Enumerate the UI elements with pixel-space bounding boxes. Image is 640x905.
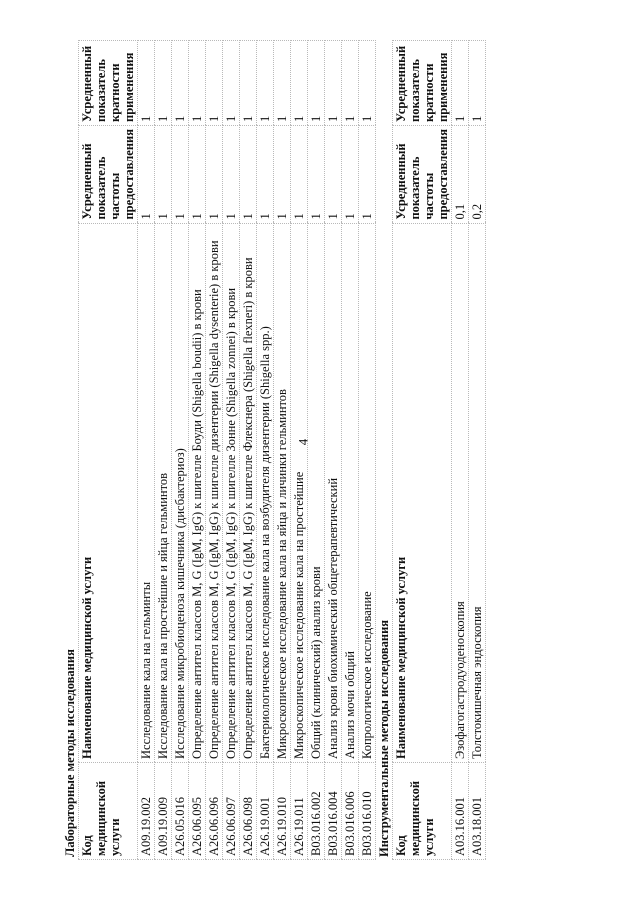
cell-code: B03.016.010 [359,763,376,860]
cell-name: Исследование микробиоценоза кишечника (дисбактериоз) [172,223,189,762]
table-header-row [79,41,138,860]
table-row [359,41,376,860]
cell-multiplicity: 1 [257,41,274,126]
cell-multiplicity: 1 [206,41,223,126]
lab-methods-table [78,40,376,860]
cell-name: Бактериологическое исследование кала на возбудителя дизентерии (Shigella spp.) [257,223,274,762]
table-row [138,41,155,860]
table-row [172,41,189,860]
cell-code: A26.06.095 [189,763,206,860]
table-row [308,41,325,860]
table-header-row [393,41,452,860]
table-row [206,41,223,860]
section-title-instrumental: Инструментальные методы исследования [377,619,391,857]
instrumental-methods-table [392,40,486,860]
cell-code: B03.016.002 [308,763,325,860]
header-code: Код медицинской услуги [393,763,452,860]
cell-multiplicity: 1 [240,41,257,126]
cell-frequency: 1 [206,126,223,224]
cell-name: Исследование кала на гельминты [138,223,155,762]
cell-multiplicity: 1 [155,41,172,126]
cell-code: A09.19.009 [155,763,172,860]
cell-name: Определение антител классов M, G (IgM, IgG) к шигелле Флекснера (Shigella flexneri) в крови [240,223,257,762]
cell-frequency: 1 [274,126,291,224]
cell-multiplicity: 1 [359,41,376,126]
cell-code: A03.16.001 [452,763,469,860]
cell-code: A26.05.016 [172,763,189,860]
cell-frequency: 0,1 [452,126,469,224]
cell-name: Определение антител классов M, G (IgM, IgG) к шигелле Боуди (Shigella boudii) в крови [189,223,206,762]
cell-code: A09.19.002 [138,763,155,860]
table-row [240,41,257,860]
cell-frequency: 1 [257,126,274,224]
cell-name: Общий (клинический) анализ крови [308,223,325,762]
cell-frequency: 0,2 [469,126,486,224]
cell-code: B03.016.004 [325,763,342,860]
table-row [342,41,359,860]
cell-name: Анализ крови биохимический общетерапевтический [325,223,342,762]
cell-frequency: 1 [291,126,308,224]
section-title-lab: Лабораторные методы исследования [63,649,77,857]
table-row [155,41,172,860]
cell-multiplicity: 1 [172,41,189,126]
cell-name: Определение антител классов M, G (IgM, IgG) к шигелле дизентерии (Shigella dysenterie) в крови [206,223,223,762]
header-code: Код медицинской услуги [79,763,138,860]
cell-name: Микроскопическое исследование кала на яйца и личинки гельминтов [274,223,291,762]
cell-multiplicity: 1 [189,41,206,126]
cell-name: Микроскопическое исследование кала на простейшие [291,223,308,762]
cell-multiplicity: 1 [342,41,359,126]
cell-frequency: 1 [240,126,257,224]
cell-name: Копрологическое исследование [359,223,376,762]
cell-multiplicity: 1 [452,41,469,126]
cell-name: Толстокишечная эндоскопия [469,223,486,762]
table-row [469,41,486,860]
cell-code: A26.19.010 [274,763,291,860]
cell-multiplicity: 1 [291,41,308,126]
cell-frequency: 1 [308,126,325,224]
cell-frequency: 1 [138,126,155,224]
table-row [452,41,469,860]
table-row [274,41,291,860]
cell-frequency: 1 [325,126,342,224]
cell-multiplicity: 1 [274,41,291,126]
header-multiplicity: Усредненный показатель кратности применения [393,41,452,126]
cell-frequency: 1 [342,126,359,224]
header-frequency: Усредненный показатель частоты предоставления [393,126,452,224]
cell-name: Анализ мочи общий [342,223,359,762]
header-frequency: Усредненный показатель частоты предоставления [79,126,138,224]
cell-multiplicity: 1 [469,41,486,126]
cell-name: Эзофагогастродуоденоскопия [452,223,469,762]
table-row [291,41,308,860]
cell-multiplicity: 1 [325,41,342,126]
page-number: 4 [295,438,311,446]
cell-code: A26.19.011 [291,763,308,860]
header-name: Наименование медицинской услуги [79,223,138,762]
cell-code: A26.06.097 [223,763,240,860]
rotated-page [62,40,607,860]
table-row [325,41,342,860]
cell-code: A26.19.001 [257,763,274,860]
table-row [189,41,206,860]
cell-frequency: 1 [189,126,206,224]
cell-code: B03.016.006 [342,763,359,860]
cell-frequency: 1 [359,126,376,224]
header-name: Наименование медицинской услуги [393,223,452,762]
cell-code: A03.18.001 [469,763,486,860]
cell-name: Исследование кала на простейшие и яйца гельминтов [155,223,172,762]
cell-name: Определение антител классов M, G (IgM, IgG) к шигелле Зонне (Shigella zonnei) в крови [223,223,240,762]
header-multiplicity: Усредненный показатель кратности применения [79,41,138,126]
cell-frequency: 1 [155,126,172,224]
cell-multiplicity: 1 [138,41,155,126]
cell-frequency: 1 [223,126,240,224]
table-row [257,41,274,860]
cell-frequency: 1 [172,126,189,224]
cell-multiplicity: 1 [223,41,240,126]
cell-multiplicity: 1 [308,41,325,126]
cell-code: A26.06.098 [240,763,257,860]
table-row [223,41,240,860]
cell-code: A26.06.096 [206,763,223,860]
